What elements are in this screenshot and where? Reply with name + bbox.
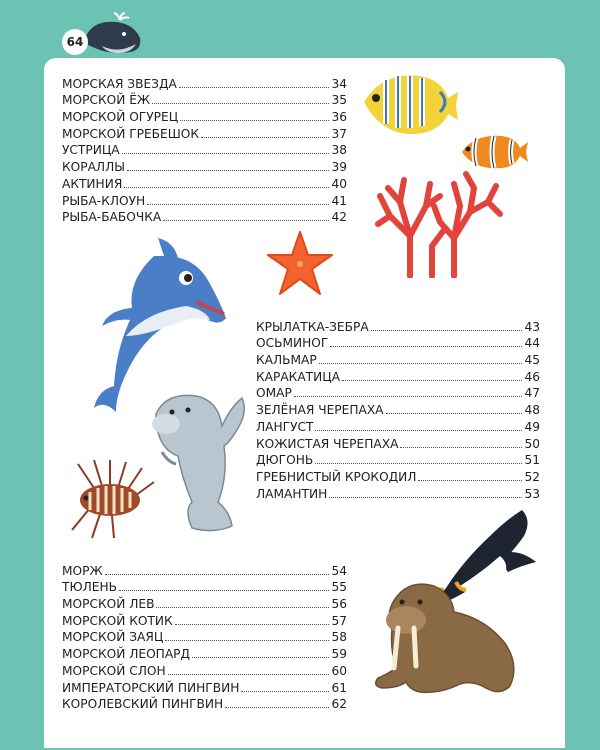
- toc-dot-leader: [156, 607, 329, 608]
- toc-entry-label: ТЮЛЕНЬ: [62, 580, 117, 595]
- toc-dot-leader: [342, 380, 522, 381]
- toc-entry-page: 55: [331, 580, 347, 595]
- toc-dot-leader: [105, 574, 330, 575]
- toc-entry-label: МОРСКОЙ ЁЖ: [62, 93, 151, 108]
- toc-entry: [62, 174, 347, 191]
- toc-entry: [62, 594, 347, 611]
- whale-icon: [82, 12, 144, 58]
- toc-entry-page: 41: [331, 193, 347, 208]
- toc-dot-leader: [168, 674, 330, 675]
- toc-dot-leader: [386, 413, 523, 414]
- toc-entry: [256, 334, 540, 351]
- toc-entry-label: АКТИНИЯ: [62, 176, 123, 191]
- toc-entry-label: ИМПЕРАТОРСКИЙ ПИНГВИН: [62, 680, 240, 695]
- toc-entry-page: 37: [331, 126, 347, 141]
- toc-entry-label: ДЮГОНЬ: [256, 453, 314, 468]
- toc-entry: [62, 191, 347, 208]
- toc-entry-page: 52: [524, 469, 540, 484]
- toc-group-2: [256, 317, 540, 501]
- page-number: 64: [62, 29, 88, 55]
- toc-dot-leader: [165, 640, 329, 641]
- toc-entry-page: 61: [331, 680, 347, 695]
- toc-dot-leader: [152, 103, 329, 104]
- toc-entry-label: МОРСКОЙ ЗАЯЦ: [62, 630, 164, 645]
- toc-entry-label: МОРСКОЙ КОТИК: [62, 613, 173, 628]
- toc-entry: [256, 400, 540, 417]
- toc-entry-label: ЛАНГУСТ: [256, 419, 314, 434]
- toc-entry: [62, 124, 347, 141]
- butterfly-fish-icon: [356, 68, 460, 134]
- toc-entry-label: УСТРИЦА: [62, 143, 120, 158]
- toc-group-1: [62, 74, 347, 224]
- toc-entry: [256, 451, 540, 468]
- toc-entry: [62, 578, 347, 595]
- toc-dot-leader: [180, 120, 329, 121]
- toc-dot-leader: [225, 707, 329, 708]
- toc-entry-label: КОЖИСТАЯ ЧЕРЕПАХА: [256, 436, 399, 451]
- toc-entry-label: МОРСКОЙ ЛЕОПАРД: [62, 647, 191, 662]
- toc-entry: [62, 695, 347, 712]
- toc-dot-leader: [241, 691, 329, 692]
- walrus-icon: [362, 574, 522, 702]
- toc-dot-leader: [400, 447, 522, 448]
- toc-entry: [62, 678, 347, 695]
- toc-entry-page: 43: [524, 319, 540, 334]
- toc-entry: [62, 141, 347, 158]
- toc-dot-leader: [163, 220, 329, 221]
- toc-dot-leader: [418, 480, 522, 481]
- toc-entry-label: ОСЬМИНОГ: [256, 336, 329, 351]
- toc-entry: [62, 208, 347, 225]
- toc-dot-leader: [315, 463, 522, 464]
- toc-entry: [256, 350, 540, 367]
- toc-entry-label: ЛАМАНТИН: [256, 486, 328, 501]
- toc-dot-leader: [122, 153, 330, 154]
- toc-entry-page: 34: [331, 76, 347, 91]
- toc-entry-label: МОРЖ: [62, 563, 103, 578]
- toc-entry: [62, 661, 347, 678]
- toc-entry: [256, 417, 540, 434]
- toc-entry: [256, 384, 540, 401]
- toc-dot-leader: [371, 330, 523, 331]
- toc-entry: [62, 74, 347, 91]
- toc-entry-label: РЫБА-БАБОЧКА: [62, 210, 162, 225]
- lionfish-icon: [64, 458, 158, 540]
- toc-entry: [62, 561, 347, 578]
- toc-entry-page: 59: [331, 647, 347, 662]
- toc-entry-page: 51: [524, 453, 540, 468]
- toc-dot-leader: [330, 346, 522, 347]
- toc-entry-page: 39: [331, 160, 347, 175]
- toc-dot-leader: [127, 170, 329, 171]
- toc-entry-label: КРЫЛАТКА-ЗЕБРА: [256, 319, 369, 334]
- toc-dot-leader: [179, 87, 330, 88]
- toc-dot-leader: [175, 624, 330, 625]
- starfish-icon: [264, 228, 336, 300]
- toc-entry-page: 62: [331, 697, 347, 712]
- toc-entry: [62, 157, 347, 174]
- toc-dot-leader: [192, 657, 329, 658]
- toc-entry-label: КАЛЬМАР: [256, 353, 317, 368]
- toc-entry-page: 48: [524, 403, 540, 418]
- toc-entry: [62, 644, 347, 661]
- toc-dot-leader: [294, 396, 523, 397]
- toc-entry-label: КОРОЛЕВСКИЙ ПИНГВИН: [62, 697, 224, 712]
- toc-entry-label: МОРСКОЙ ГРЕБЕШОК: [62, 126, 200, 141]
- toc-entry-page: 56: [331, 597, 347, 612]
- toc-entry-label: ОМАР: [256, 386, 292, 401]
- toc-entry-page: 58: [331, 630, 347, 645]
- toc-entry-page: 54: [331, 563, 347, 578]
- toc-entry-page: 36: [331, 110, 347, 125]
- toc-dot-leader: [147, 204, 329, 205]
- toc-entry-page: 50: [524, 436, 540, 451]
- toc-entry-page: 42: [331, 210, 347, 225]
- toc-entry-page: 38: [331, 143, 347, 158]
- toc-entry-page: 49: [524, 419, 540, 434]
- toc-entry-page: 47: [524, 386, 540, 401]
- toc-entry-page: 40: [331, 176, 347, 191]
- toc-entry-page: 53: [524, 486, 540, 501]
- toc-entry-label: КОРАЛЛЫ: [62, 160, 126, 175]
- toc-entry: [62, 611, 347, 628]
- toc-dot-leader: [329, 497, 522, 498]
- toc-entry: [256, 434, 540, 451]
- toc-entry-label: РЫБА-КЛОУН: [62, 193, 146, 208]
- toc-group-3: [62, 561, 347, 711]
- toc-entry-page: 60: [331, 663, 347, 678]
- toc-entry: [256, 484, 540, 501]
- toc-entry-page: 57: [331, 613, 347, 628]
- toc-entry-label: МОРСКОЙ ОГУРЕЦ: [62, 110, 179, 125]
- toc-entry-page: 46: [524, 369, 540, 384]
- toc-dot-leader: [119, 590, 329, 591]
- toc-dot-leader: [319, 363, 523, 364]
- toc-entry: [256, 317, 540, 334]
- toc-entry: [62, 107, 347, 124]
- toc-entry: [256, 467, 540, 484]
- toc-entry-label: МОРСКОЙ СЛОН: [62, 663, 166, 678]
- toc-entry: [62, 91, 347, 108]
- toc-entry-page: 44: [524, 336, 540, 351]
- toc-entry-label: ГРЕБНИСТЫЙ КРОКОДИЛ: [256, 469, 417, 484]
- toc-entry: [62, 628, 347, 645]
- toc-entry-page: 35: [331, 93, 347, 108]
- toc-entry-label: КАРАКАТИЦА: [256, 369, 341, 384]
- toc-entry-label: МОРСКАЯ ЗВЕЗДА: [62, 76, 177, 91]
- coral-icon: [370, 166, 504, 278]
- toc-entry: [256, 367, 540, 384]
- toc-entry-label: ЗЕЛЁНАЯ ЧЕРЕПАХА: [256, 403, 384, 418]
- toc-entry-label: МОРСКОЙ ЛЕВ: [62, 597, 155, 612]
- toc-dot-leader: [315, 430, 522, 431]
- toc-dot-leader: [201, 137, 329, 138]
- toc-dot-leader: [124, 187, 329, 188]
- toc-entry-page: 45: [524, 353, 540, 368]
